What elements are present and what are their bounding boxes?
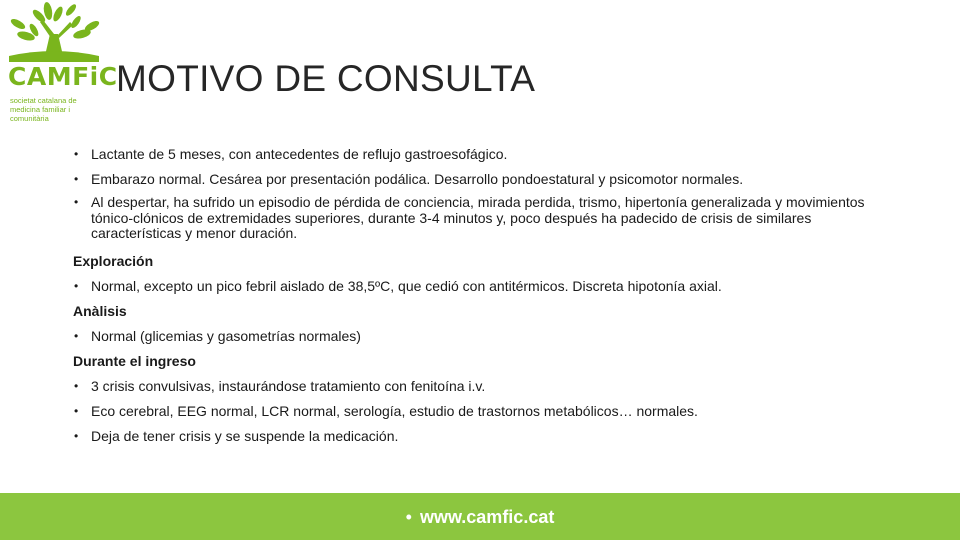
list-item-text: Embarazo normal. Cesárea por presentación podálica. Desarrollo pondoestatural y psicomotor normales. — [91, 171, 744, 187]
bullet-icon: • — [74, 172, 79, 186]
footer-bullet: • — [405, 507, 412, 527]
list-item-text: Normal (glicemias y gasometrías normales) — [91, 327, 361, 344]
list-item — [73, 402, 893, 427]
logo-wordmark: CAMFiC — [8, 62, 118, 91]
list-item — [73, 145, 893, 170]
list-item — [73, 170, 893, 195]
slide-content — [73, 145, 893, 452]
list-item-text: Deja de tener crisis y se suspende la medicación. — [91, 427, 399, 444]
slide-title: MOTIVO DE CONSULTA — [116, 58, 536, 99]
website-link[interactable]: www.camfic.cat — [419, 507, 555, 527]
camfic-logo — [4, 0, 118, 123]
footer-bar — [0, 493, 960, 540]
bullet-icon: • — [74, 378, 79, 393]
list-item — [73, 327, 893, 352]
list-item-text: Normal, excepto un pico febril aislado de 38,5ºC, que cedió con antitérmicos. Discreta hipotonía axial. — [91, 277, 722, 294]
list-item-text: 3 crisis convulsivas, instaurándose tratamiento con fenitoína i.v. — [91, 377, 486, 394]
list-item — [73, 195, 881, 252]
tree-icon — [4, 0, 104, 62]
bullet-icon: • — [74, 195, 79, 209]
list-item-text: Eco cerebral, EEG normal, LCR normal, serología, estudio de trastornos metabólicos… normales. — [91, 402, 698, 419]
bullet-icon: • — [74, 428, 79, 443]
bullet-icon: • — [74, 278, 79, 293]
footer-text — [0, 507, 960, 528]
list-item — [73, 427, 893, 452]
list-item — [73, 377, 893, 402]
bullet-icon: • — [74, 328, 79, 343]
list-item — [73, 277, 893, 302]
bullet-icon: • — [74, 147, 79, 161]
section-heading-exploracion: Exploración — [73, 252, 154, 269]
section-heading-analisis: Anàlisis — [73, 302, 127, 319]
list-item-text: Al despertar, ha sufrido un episodio de pérdida de conciencia, mirada perdida, trismo, hipertonía generalizada y movimientos tónico-clónicos de extremidades superiores, durante 3-4 minutos y, poco después ha padecido de crisis de similares características y menor duración. — [91, 194, 865, 241]
logo-subtitle: societat catalana de medicina familiar i comunitària — [10, 96, 77, 123]
list-item-text: Lactante de 5 meses, con antecedentes de reflujo gastroesofágico. — [91, 146, 508, 162]
bullet-icon: • — [74, 403, 79, 418]
section-heading-ingreso: Durante el ingreso — [73, 352, 196, 369]
